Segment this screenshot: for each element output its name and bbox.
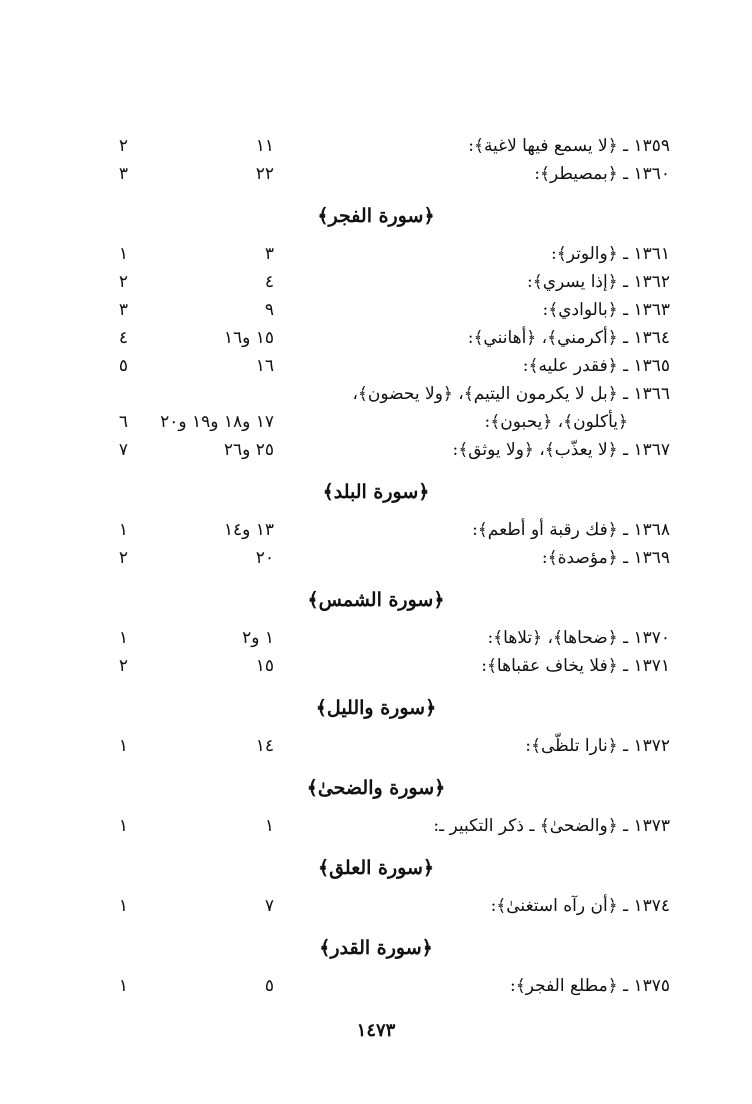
index-entry-row [0,296,752,324]
sequence-number: ٥ [118,356,128,376]
verse-number: ٢٥ و٢٦ [223,440,274,460]
index-entry-row [0,160,752,188]
entry-text: ١٣٥٩ ـ ﴿لا يسمع فيها لاغية﴾: [468,136,670,156]
index-entry-row [0,624,752,652]
sequence-number: ١ [118,736,128,756]
entry-text: ١٣٦٧ ـ ﴿لا يعذّب﴾، ﴿ولا يوثق﴾: [452,440,670,460]
index-entry-row [0,972,752,1000]
sequence-number: ٤ [118,328,128,348]
surah-heading: ﴿سورة البلد﴾ [322,481,430,503]
entry-text: ١٣٦٢ ـ ﴿إذا يسري﴾: [527,272,670,292]
entry-text: ١٣٦٤ ـ ﴿أكرمني﴾، ﴿أهانني﴾: [467,328,670,348]
sequence-number: ٧ [118,440,128,460]
verse-number: ١٣ و١٤ [223,520,274,540]
page-number: ١٤٧٣ [356,1020,396,1041]
entry-text: ١٣٦٩ ـ ﴿مؤصدة﴾: [541,548,670,568]
surah-heading: ﴿سورة الفجر﴾ [317,205,435,227]
verse-number: ١٧ و١٨ و١٩ و٢٠ [160,412,274,432]
entry-text: ١٣٧٥ ـ ﴿مطلع الفجر﴾: [510,976,670,996]
entry-text: ﴿يأكلون﴾، ﴿يحبون﴾: [484,412,628,432]
index-entry-row [0,132,752,160]
surah-heading: ﴿سورة والليل﴾ [315,697,437,719]
sequence-number: ١ [118,244,128,264]
verse-number: ١٥ و١٦ [223,328,274,348]
index-entry-row [0,544,752,572]
verse-number: ١١ [255,136,274,156]
entry-text: ١٣٧٣ ـ ﴿والضحىٰ﴾ ـ ذكر التكبير ـ: [433,816,670,836]
sequence-number: ١ [118,896,128,916]
sequence-number: ١ [118,816,128,836]
entry-text: ١٣٦٨ ـ ﴿فك رقبة أو أطعم﴾: [472,520,670,540]
verse-number: ٧ [264,896,274,916]
index-entry-row [0,732,752,760]
index-entry-row [0,892,752,920]
entry-text: ١٣٧٤ ـ ﴿أن رآه استغنىٰ﴾: [490,896,670,916]
index-entry-row [0,408,752,436]
entry-text: ١٣٦١ ـ ﴿والوتر﴾: [551,244,670,264]
entry-text: ١٣٦٣ ـ ﴿بالوادي﴾: [542,300,670,320]
index-entry-row [0,436,752,464]
index-entry-row [0,268,752,296]
entry-text: ١٣٦٥ ـ ﴿فقدر عليه﴾: [522,356,670,376]
sequence-number: ٢ [118,136,128,156]
verse-number: ١ [264,816,274,836]
index-entry-row [0,352,752,380]
verse-number: ١٤ [255,736,274,756]
sequence-number: ١ [118,976,128,996]
verse-number: ٢٠ [255,548,274,568]
sequence-number: ٢ [118,656,128,676]
entry-text: ١٣٧١ ـ ﴿فلا يخاف عقباها﴾: [481,656,670,676]
entry-text: ١٣٧٢ ـ ﴿نارا تلظّى﴾: [525,736,670,756]
index-entry-row [0,380,752,408]
sequence-number: ٢ [118,548,128,568]
sequence-number: ٢ [118,272,128,292]
sequence-number: ٦ [118,412,128,432]
entry-text: ١٣٦٠ ـ ﴿بمصيطر﴾: [534,164,670,184]
index-entry-row [0,652,752,680]
surah-heading: ﴿سورة الشمس﴾ [307,589,445,611]
index-entry-row [0,516,752,544]
verse-number: ١٥ [255,656,274,676]
sequence-number: ١ [118,628,128,648]
verse-number: ٢٢ [255,164,274,184]
surah-heading: ﴿سورة والضحىٰ﴾ [306,777,446,799]
entry-text: ١٣٦٦ ـ ﴿بل لا يكرمون اليتيم﴾، ﴿ولا يحضون﴾، [352,384,670,404]
verse-number: ٤ [264,272,274,292]
index-entry-row [0,812,752,840]
verse-number: ١ و٢ [242,628,274,648]
surah-heading: ﴿سورة العلق﴾ [317,857,435,879]
verse-number: ٣ [264,244,274,264]
sequence-number: ١ [118,520,128,540]
verse-number: ٥ [264,976,274,996]
entry-text: ١٣٧٠ ـ ﴿ضحاها﴾، ﴿تلاها﴾: [487,628,670,648]
sequence-number: ٣ [118,300,128,320]
index-entry-row [0,240,752,268]
surah-heading: ﴿سورة القدر﴾ [319,937,433,959]
verse-number: ٩ [264,300,274,320]
sequence-number: ٣ [118,164,128,184]
verse-number: ١٦ [255,356,274,376]
index-entry-row [0,324,752,352]
